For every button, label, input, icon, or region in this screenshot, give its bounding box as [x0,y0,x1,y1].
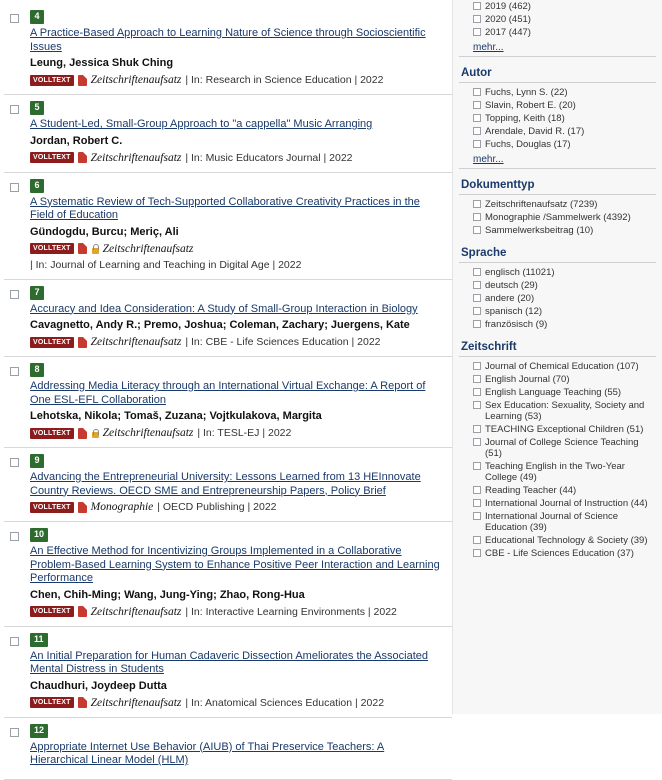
result-number: 11 [30,633,48,647]
facet-item[interactable] [459,373,656,386]
facet-checkbox[interactable] [473,268,481,276]
facet-item[interactable] [459,112,656,125]
facet-item[interactable] [459,266,656,279]
facet-item[interactable] [459,497,656,510]
fulltext-badge[interactable]: VOLLTEXT [30,75,74,86]
result-number: 8 [30,363,44,377]
result-source: | In: CBE - Life Sciences Education | 2022 [185,336,381,348]
facet-checkbox[interactable] [473,375,481,383]
result-checkbox[interactable] [10,290,19,299]
pdf-icon[interactable] [78,428,87,439]
facet-item[interactable] [459,547,656,560]
result-meta [30,152,444,164]
result-source: | In: Anatomical Sciences Education | 2022 [185,696,385,709]
facet-item[interactable] [459,423,656,436]
fulltext-badge[interactable]: VOLLTEXT [30,243,74,254]
facet-checkbox[interactable] [473,226,481,234]
result-checkbox[interactable] [10,458,19,467]
facet-checkbox[interactable] [473,213,481,221]
facet-item[interactable] [459,305,656,318]
lock-icon [91,428,99,438]
facet-item[interactable] [459,0,656,13]
facet-group [459,175,656,237]
facet-checkbox[interactable] [473,15,481,23]
facet-checkbox[interactable] [473,127,481,135]
facet-item-label[interactable]: 2019 (462) [485,1,531,12]
result-checkbox[interactable] [10,532,19,541]
facet-item-label[interactable]: English Journal (70) [485,374,570,385]
result-source: | OECD Publishing | 2022 [157,501,277,513]
result-authors: Lehotska, Nikola; Tomaš, Zuzana; Vojtkulakova, Margita [30,410,322,422]
result-authors: Chaudhuri, Joydeep Dutta [30,679,167,692]
fulltext-badge[interactable]: VOLLTEXT [30,428,74,439]
result-source: | In: TESL-EJ | 2022 [197,427,292,439]
pdf-icon[interactable] [78,152,87,163]
facet-group [459,63,656,169]
result-authors: Cavagnetto, Andy R.; Premo, Joshua; Coleman, Zachary; Juergens, Kate [30,319,410,331]
facet-item[interactable] [459,13,656,26]
facet-group [459,337,656,560]
facet-checkbox[interactable] [473,200,481,208]
facet-item-label[interactable]: französisch (9) [485,319,548,330]
facet-item-label[interactable]: Sex Education: Sexuality, Society and Learning (53) [485,400,645,422]
result-number: 5 [30,101,44,115]
result-checkbox[interactable] [10,14,19,23]
result-doctype: Monographie [90,501,154,513]
facet-item-label[interactable]: Educational Technology & Society (39) [485,535,648,546]
pdf-icon[interactable] [78,697,87,708]
result-checkbox[interactable] [10,637,19,646]
facet-checkbox[interactable] [473,307,481,315]
table-row [4,173,452,280]
pdf-icon[interactable] [78,606,87,617]
facet-item-label[interactable]: englisch (11021) [485,267,555,278]
facet-checkbox[interactable] [473,101,481,109]
facet-item[interactable] [459,510,656,534]
result-title-link[interactable]: Addressing Media Literacy through an International Virtual Exchange: A Report of One ESL-EFL Collaboration [30,380,426,406]
facet-item[interactable] [459,292,656,305]
facet-checkbox[interactable] [473,499,481,507]
result-title-link[interactable]: A Student-Led, Small-Group Approach to "a cappella" Music Arranging [30,118,373,130]
facet-sidebar [452,0,662,714]
result-title-link[interactable]: Appropriate Internet Use Behavior (AIUB) of Thai Preservice Teachers: A Hierarchical Linear Model (HLM) [30,740,385,766]
facet-item-label[interactable]: Journal of Chemical Education (107) [485,361,639,372]
facet-item[interactable] [459,26,656,39]
facet-heading: Zeitschrift [459,337,656,357]
table-row [4,4,452,95]
facet-checkbox[interactable] [473,549,481,557]
result-checkbox[interactable] [10,105,19,114]
facet-item[interactable] [459,224,656,237]
facet-item-label[interactable]: Slavin, Robert E. (20) [485,100,576,111]
result-number: 4 [30,10,44,24]
facet-item[interactable] [459,198,656,211]
facet-checkbox[interactable] [473,536,481,544]
result-number: 9 [30,454,44,468]
result-meta [30,336,444,348]
facet-item[interactable] [459,125,656,138]
result-number: 10 [30,528,48,542]
facet-item[interactable] [459,279,656,292]
result-source: | In: Interactive Learning Environments | 2022 [185,605,397,618]
facet-item-label[interactable]: Topping, Keith (18) [485,113,565,124]
fulltext-badge[interactable]: VOLLTEXT [30,502,74,513]
table-row [4,448,452,522]
facet-checkbox[interactable] [473,140,481,148]
facet-item-label[interactable]: 2020 (451) [485,14,531,25]
facet-checkbox[interactable] [473,28,481,36]
result-meta [30,501,444,513]
result-title-link[interactable]: Accuracy and Idea Consideration: A Study of Small-Group Interaction in Biology [30,302,418,315]
facet-item-label[interactable]: International Journal of Instruction (44) [485,498,648,509]
facet-more-link[interactable]: mehr... [459,151,656,169]
facet-more-link[interactable]: mehr... [459,39,656,57]
facet-checkbox[interactable] [473,486,481,494]
result-checkbox[interactable] [10,728,19,737]
result-title-link[interactable]: A Systematic Review of Tech-Supported Collaborative Creativity Practices in the Field of Education [30,195,420,221]
facet-checkbox[interactable] [473,281,481,289]
facet-item[interactable] [459,436,656,460]
facet-checkbox[interactable] [473,114,481,122]
fulltext-badge[interactable]: VOLLTEXT [30,337,74,348]
result-meta [30,74,444,86]
result-doctype: Zeitschriftenaufsatz [90,605,182,618]
facet-item-label[interactable]: Sammelwerksbeitrag (10) [485,225,594,236]
result-doctype: Zeitschriftenaufsatz [90,151,182,164]
facet-item[interactable] [459,318,656,331]
result-doctype: Zeitschriftenaufsatz [90,336,182,348]
result-authors: Leung, Jessica Shuk Ching [30,57,174,69]
result-source: | In: Journal of Learning and Teaching in Digital Age | 2022 [30,258,302,271]
pdf-icon[interactable] [78,337,87,348]
result-number: 12 [30,724,48,738]
facet-heading: Sprache [459,243,656,263]
result-checkbox[interactable] [10,367,19,376]
facet-checkbox[interactable] [473,388,481,396]
facet-checkbox[interactable] [473,438,481,446]
pdf-icon[interactable] [78,75,87,86]
result-checkbox[interactable] [10,183,19,192]
facet-item-label[interactable]: andere (20) [485,293,535,304]
facet-item-label[interactable]: International Journal of Science Education (39) [485,511,619,533]
facet-item-label[interactable]: Teaching English in the Two-Year College (49) [485,461,625,483]
facet-checkbox[interactable] [473,462,481,470]
result-title-link[interactable]: A Practice-Based Approach to Learning Nature of Science through Socioscientific Issues [30,27,426,53]
result-authors: Gündogdu, Burcu; Meriç, Ali [30,225,179,238]
facet-item-label[interactable]: Arendale, David R. (17) [485,126,585,137]
facet-checkbox[interactable] [473,294,481,302]
result-meta [30,427,444,439]
pdf-icon[interactable] [78,502,87,513]
table-row [4,522,452,627]
result-doctype: Zeitschriftenaufsatz [90,74,182,86]
facet-item-label[interactable]: English Language Teaching (55) [485,387,622,398]
facet-checkbox[interactable] [473,401,481,409]
facet-group [459,243,656,331]
facet-checkbox[interactable] [473,362,481,370]
facet-checkbox[interactable] [473,320,481,328]
facet-item[interactable] [459,386,656,399]
facet-item[interactable] [459,138,656,151]
fulltext-badge[interactable]: VOLLTEXT [30,606,74,617]
result-title-link[interactable]: An Initial Preparation for Human Cadaveric Dissection Ameliorates the Associated Mental Distress in Students [30,649,429,675]
result-number: 7 [30,286,44,300]
facet-checkbox[interactable] [473,88,481,96]
facet-checkbox[interactable] [473,2,481,10]
result-title-link[interactable]: Advancing the Entrepreneurial University: Lessons Learned from 13 HEInnovate Country Reviews. OECD SME and Entrepreneurship Papers, Policy Brief [30,471,421,497]
lock-icon [91,244,99,254]
table-row [4,718,452,780]
facet-checkbox[interactable] [473,512,481,520]
result-source: | In: Music Educators Journal | 2022 [185,151,353,164]
facet-item-label[interactable]: deutsch (29) [485,280,538,291]
facet-item[interactable] [459,86,656,99]
table-row [4,627,452,718]
result-meta [30,606,444,618]
facet-checkbox[interactable] [473,425,481,433]
result-source: | In: Research in Science Education | 2022 [185,74,384,86]
result-authors: Jordan, Robert C. [30,134,123,147]
facet-item-label[interactable]: Fuchs, Lynn S. (22) [485,87,568,98]
result-authors: Chen, Chih-Ming; Wang, Jung-Ying; Zhao, Rong-Hua [30,588,305,601]
facet-group [459,0,656,57]
facet-item[interactable] [459,399,656,423]
result-number: 6 [30,179,44,193]
table-row [4,95,452,173]
facet-item-label[interactable]: 2017 (447) [485,27,531,38]
fulltext-badge[interactable]: VOLLTEXT [30,697,74,708]
facet-item-label[interactable]: Reading Teacher (44) [485,485,577,496]
table-row [4,357,452,448]
result-doctype: Zeitschriftenaufsatz [102,427,194,439]
facet-item-label[interactable]: Monographie /Sammelwerk (4392) [485,212,631,223]
facet-item[interactable] [459,534,656,547]
result-title-link[interactable]: An Effective Method for Incentivizing Groups Implemented in a Collaborative Problem-Based Learning System to Enhance Positive Peer Interaction and Learning Performance [30,545,440,584]
facet-item-label[interactable]: Fuchs, Douglas (17) [485,139,571,150]
result-meta [30,243,444,271]
facet-item-label[interactable]: Zeitschriftenaufsatz (7239) [485,199,598,210]
facet-item-label[interactable]: CBE - Life Sciences Education (37) [485,548,634,559]
facet-item[interactable] [459,484,656,497]
facet-item[interactable] [459,99,656,112]
facet-item[interactable] [459,360,656,373]
table-row [4,280,452,358]
facet-heading: Dokumenttyp [459,175,656,195]
facet-heading: Autor [459,63,656,83]
facet-item-label[interactable]: Journal of College Science Teaching (51) [485,437,639,459]
facet-item[interactable] [459,211,656,224]
facet-item[interactable] [459,460,656,484]
facet-item-label[interactable]: spanisch (12) [485,306,543,317]
result-doctype: Zeitschriftenaufsatz [90,696,182,709]
facet-item-label[interactable]: TEACHING Exceptional Children (51) [485,424,644,435]
result-meta [30,697,444,709]
fulltext-badge[interactable]: VOLLTEXT [30,152,74,163]
result-doctype: Zeitschriftenaufsatz [102,242,194,255]
pdf-icon[interactable] [78,243,87,254]
